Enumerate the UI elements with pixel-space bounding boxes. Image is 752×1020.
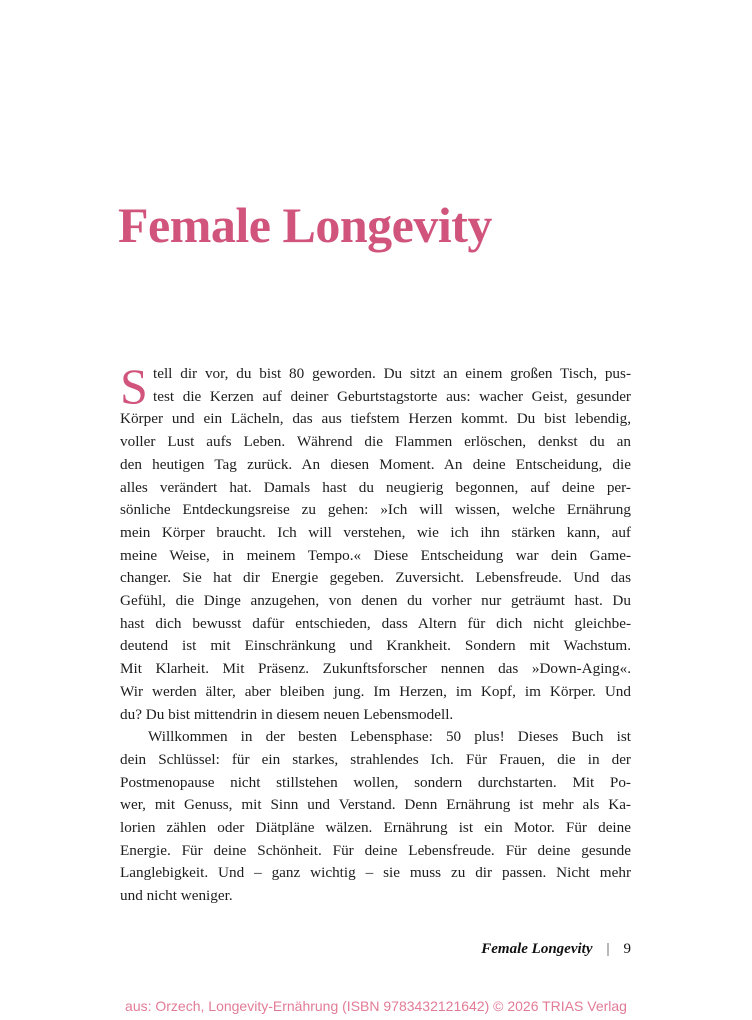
body-text [120,358,631,908]
text-line: mein Körper braucht. Ich will verstehen, wie ich ihn stärken kann, auf [120,523,631,541]
paragraph-1-lines [120,358,631,726]
chapter-title: Female Longevity [118,197,492,253]
text-line: sönliche Entdeckungsreise zu gehen: »Ich will wissen, welche Ernährung [120,501,631,519]
running-title: Female Longevity [481,941,593,957]
drop-cap: S [120,358,148,414]
copyright-credit: aus: Orzech, Longevity-Ernährung (ISBN 9783432121642) © 2026 TRIAS Verlag [125,998,627,1014]
text-line: dein Schlüssel: für ein starkes, strahlendes Ich. Für Frauen, die in der [120,750,631,768]
page-number: 9 [623,941,631,957]
text-line: hast dich bewusst dafür entschieden, dass Altern für dich nicht gleichbe- [120,614,631,632]
text-line: Energie. Für deine Schönheit. Für deine Lebensfreude. Für deine gesunde [120,841,631,859]
paragraph-2-lines [120,726,631,908]
text-line: Langlebigkeit. Und – ganz wichtig – sie muss zu dir passen. Nicht mehr [120,864,631,882]
text-line: voller Lust aufs Leben. Während die Flammen erlöschen, denkst du an [120,433,631,451]
text-line: alles verändert hat. Damals hast du neugierig begonnen, auf deine per- [120,478,631,496]
text-line: deutend ist mit Einschränkung und Krankheit. Sondern mit Wachstum. [120,637,631,655]
text-line: wer, mit Genuss, mit Sinn und Verstand. Denn Ernährung ist mehr als Ka- [120,796,631,814]
text-line: lorien zählen oder Diätpläne wälzen. Ernährung ist ein Motor. Für deine [120,819,631,837]
text-line: Postmenopause nicht stillstehen wollen, sondern durchstarten. Mit Po- [120,773,631,791]
paragraph-2 [120,726,631,908]
text-line: Wir werden älter, aber bleiben jung. Im Herzen, im Kopf, im Körper. Und [120,682,631,700]
text-line: du? Du bist mittendrin in diesem neuen Lebensmodell. [120,705,454,723]
text-line: Körper und ein Lächeln, das aus tiefstem Herzen kommt. Du bist lebendig, [120,410,631,428]
text-line: test die Kerzen auf deiner Geburtstagstorte aus: wacher Geist, gesunder [153,387,631,405]
text-line: Mit Klarheit. Mit Präsenz. Zukunftsforscher nennen das »Down-Aging«. [120,660,631,678]
page-footer [481,941,631,958]
text-line: Willkommen in der besten Lebensphase: 50 plus! Dieses Buch ist [148,728,631,746]
footer-separator: | [606,941,610,957]
text-line: Gefühl, die Dinge anzugehen, von denen du vorher nur geträumt hast. Du [120,592,631,610]
text-line: und nicht weniger. [120,887,233,905]
text-line: meine Weise, in meinem Tempo.« Diese Entscheidung war dein Game- [120,546,631,564]
text-line: tell dir vor, du bist 80 geworden. Du sitzt an einem großen Tisch, pus- [153,365,631,382]
paragraph-1 [120,358,631,726]
text-line: changer. Sie hat dir Energie gegeben. Zuversicht. Lebensfreude. Und das [120,569,631,587]
text-line: den heutigen Tag zurück. An diesen Moment. An deine Entscheidung, die [120,455,631,473]
